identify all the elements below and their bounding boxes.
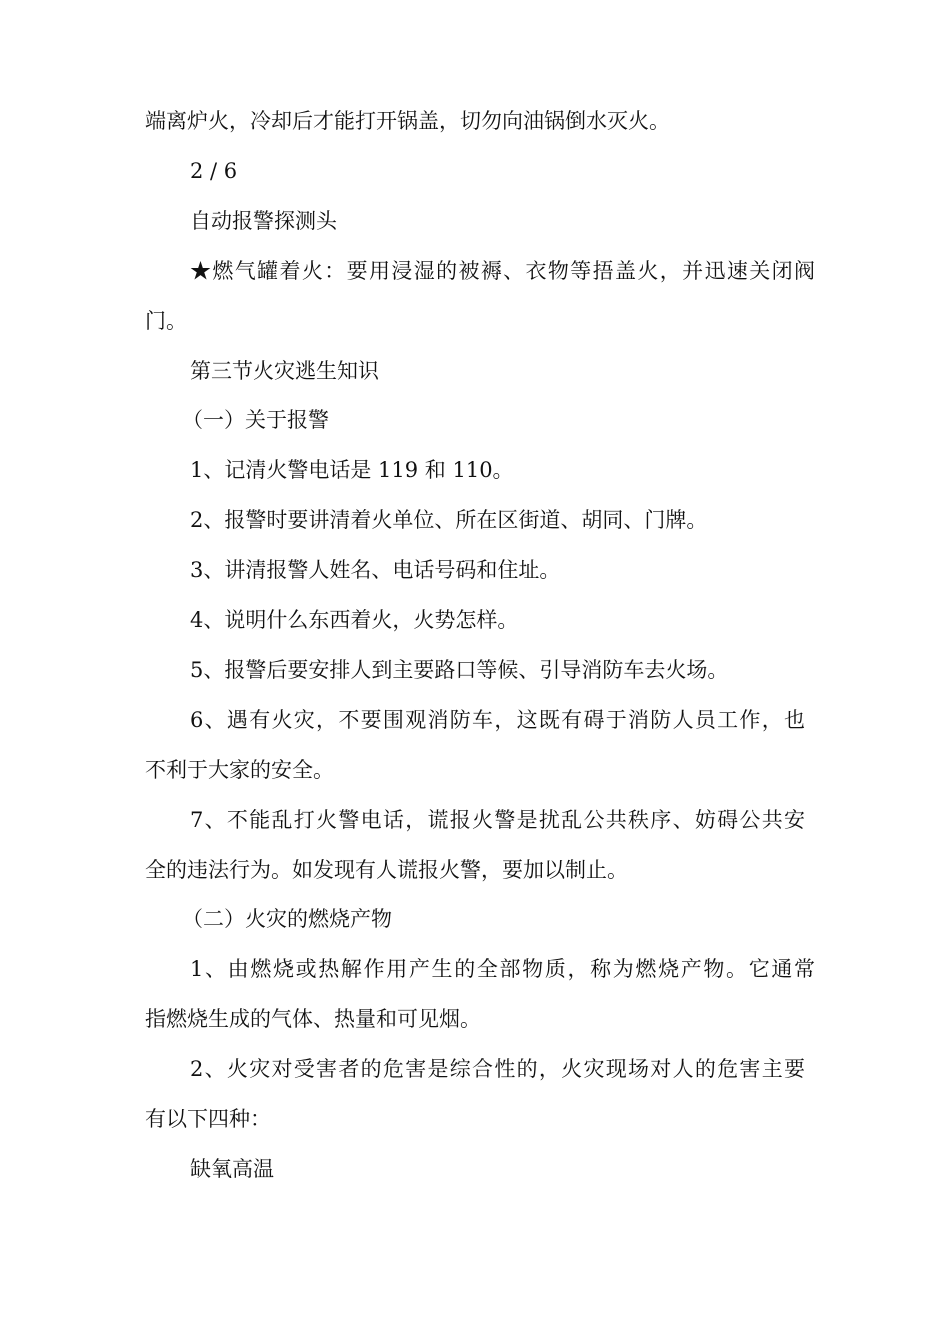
page-number: 2 / 6 xyxy=(190,159,238,183)
list-item: 7、不能乱打火警电话，谎报火警是扰乱公共秩序、妨碍公共安 xyxy=(190,808,805,832)
text-line: 缺氧高温 xyxy=(190,1157,274,1181)
text-line: 自动报警探测头 xyxy=(190,209,337,233)
list-item-continuation: 有以下四种： xyxy=(145,1107,271,1131)
list-item: 3、讲清报警人姓名、电话号码和住址。 xyxy=(190,558,561,582)
text-line: 端离炉火，冷却后才能打开锅盖，切勿向油锅倒水灭火。 xyxy=(145,109,670,133)
list-item-continuation: 指燃烧生成的气体、热量和可见烟。 xyxy=(145,1007,481,1031)
list-item: 2、报警时要讲清着火单位、所在区街道、胡同、门牌。 xyxy=(190,508,708,532)
list-item-continuation: 不利于大家的安全。 xyxy=(145,758,334,782)
list-item: 5、报警后要安排人到主要路口等候、引导消防车去火场。 xyxy=(190,658,729,682)
list-item: 1、记清火警电话是 119 和 110。 xyxy=(190,458,514,482)
subsection-heading: （二）火灾的燃烧产物 xyxy=(182,907,392,931)
list-item: 6、遇有火灾，不要围观消防车，这既有碍于消防人员工作，也 xyxy=(190,708,805,732)
list-item: 2、火灾对受害者的危害是综合性的，火灾现场对人的危害主要 xyxy=(190,1057,805,1081)
subsection-heading: （一）关于报警 xyxy=(182,408,329,432)
text-line: 门。 xyxy=(145,309,187,333)
section-heading: 第三节火灾逃生知识 xyxy=(190,359,379,383)
list-item-continuation: 全的违法行为。如发现有人谎报火警，要加以制止。 xyxy=(145,858,628,882)
list-item: 1、由燃烧或热解作用产生的全部物质，称为燃烧产物。它通常 xyxy=(190,957,815,981)
text-line: ★燃气罐着火：要用浸湿的被褥、衣物等捂盖火，并迅速关闭阀 xyxy=(190,259,815,283)
list-item: 4、说明什么东西着火，火势怎样。 xyxy=(190,608,519,632)
